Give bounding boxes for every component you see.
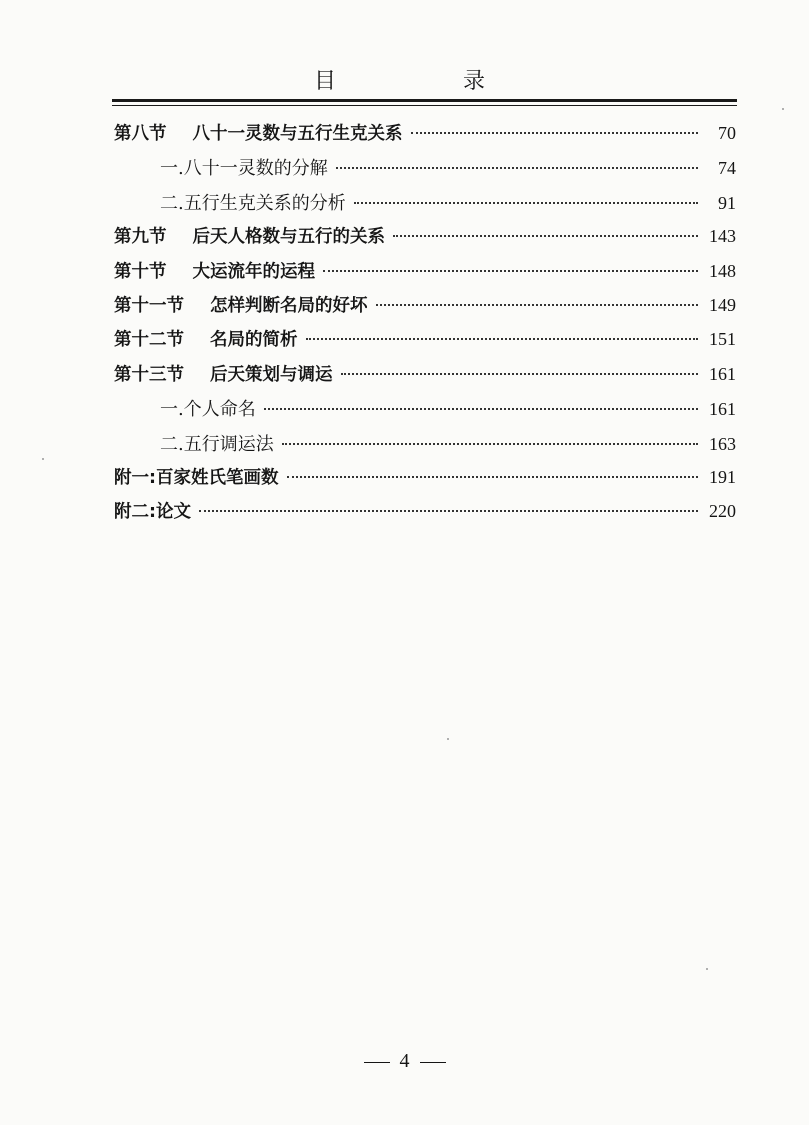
page-title: 目 录 [314, 69, 545, 94]
entry-page: 74 [718, 158, 736, 179]
entry-title: 八十一灵数与五行生克关系 [192, 124, 403, 144]
entry-number: 第十二节 [114, 330, 184, 351]
entry-title: 五行生克关系的分析 [183, 192, 346, 214]
dot-leader [341, 373, 699, 375]
footer-dash-right [420, 1062, 446, 1064]
entry-number: 附二: [114, 502, 156, 523]
entry-number: 附一: [114, 467, 156, 488]
entry-title: 后天人格数与五行的关系 [192, 227, 385, 248]
dot-leader [393, 235, 698, 237]
entry-page: 148 [709, 260, 736, 281]
toc-entry[interactable] [114, 498, 736, 532]
dot-leader [306, 338, 699, 340]
entry-number: 二. [160, 433, 184, 455]
entry-page: 151 [709, 329, 736, 350]
entry-title: 五行调运法 [183, 433, 274, 455]
entry-page: 70 [718, 123, 736, 143]
entry-number: 第九节 [114, 227, 167, 248]
entry-number: 第十一节 [114, 295, 184, 316]
title-rule-thick [112, 99, 737, 102]
scan-speck [782, 108, 784, 110]
dot-leader [336, 167, 698, 169]
entry-title: 八十一灵数的分解 [183, 158, 328, 180]
dot-leader [282, 443, 698, 445]
dot-leader [287, 476, 699, 478]
toc-entry[interactable] [114, 395, 736, 429]
toc-entry[interactable] [114, 430, 736, 464]
toc-entry[interactable] [114, 326, 736, 360]
entry-number: 一. [160, 399, 184, 421]
toc-entry[interactable] [114, 292, 736, 326]
dot-leader [376, 304, 699, 306]
toc-entry[interactable] [114, 361, 736, 395]
scan-speck [42, 458, 44, 460]
entry-title: 怎样判断名局的好坏 [210, 295, 368, 316]
toc-entry[interactable] [114, 223, 736, 257]
dot-leader [264, 408, 698, 410]
entry-number: 一. [160, 158, 184, 180]
entry-title: 百家姓氏笔画数 [156, 467, 279, 488]
toc-entry[interactable] [114, 258, 736, 292]
entry-page: 143 [709, 226, 736, 247]
scan-speck [706, 968, 708, 970]
footer-page-number: 4 [399, 1050, 410, 1072]
dot-leader [411, 132, 699, 134]
dot-leader [354, 202, 698, 204]
toc-entry[interactable] [114, 189, 736, 223]
entry-page: 191 [709, 466, 736, 487]
entry-title: 后天策划与调运 [210, 364, 333, 385]
dot-leader [323, 270, 698, 272]
title-rule-thin [112, 105, 737, 106]
entry-page: 220 [709, 501, 736, 522]
table-of-contents [114, 120, 736, 533]
dot-leader [199, 510, 698, 512]
toc-entry[interactable] [114, 464, 736, 498]
entry-title: 个人命名 [183, 399, 256, 421]
entry-page: 163 [709, 433, 736, 454]
entry-page: 161 [709, 363, 736, 384]
entry-page: 149 [709, 294, 736, 315]
entry-title: 大运流年的运程 [192, 261, 315, 282]
entry-number: 第十节 [114, 261, 167, 282]
entry-page: 161 [709, 399, 736, 420]
scan-speck [447, 738, 449, 740]
toc-entry[interactable] [114, 120, 736, 154]
page-footer [0, 1050, 809, 1073]
entry-number: 二. [160, 192, 184, 214]
entry-title: 论文 [156, 502, 191, 523]
toc-entry[interactable] [114, 154, 736, 188]
entry-page: 91 [718, 192, 736, 213]
footer-dash-left [364, 1062, 390, 1064]
entry-number: 第八节 [114, 124, 167, 144]
entry-number: 第十三节 [114, 364, 184, 385]
entry-title: 名局的简析 [210, 330, 298, 351]
